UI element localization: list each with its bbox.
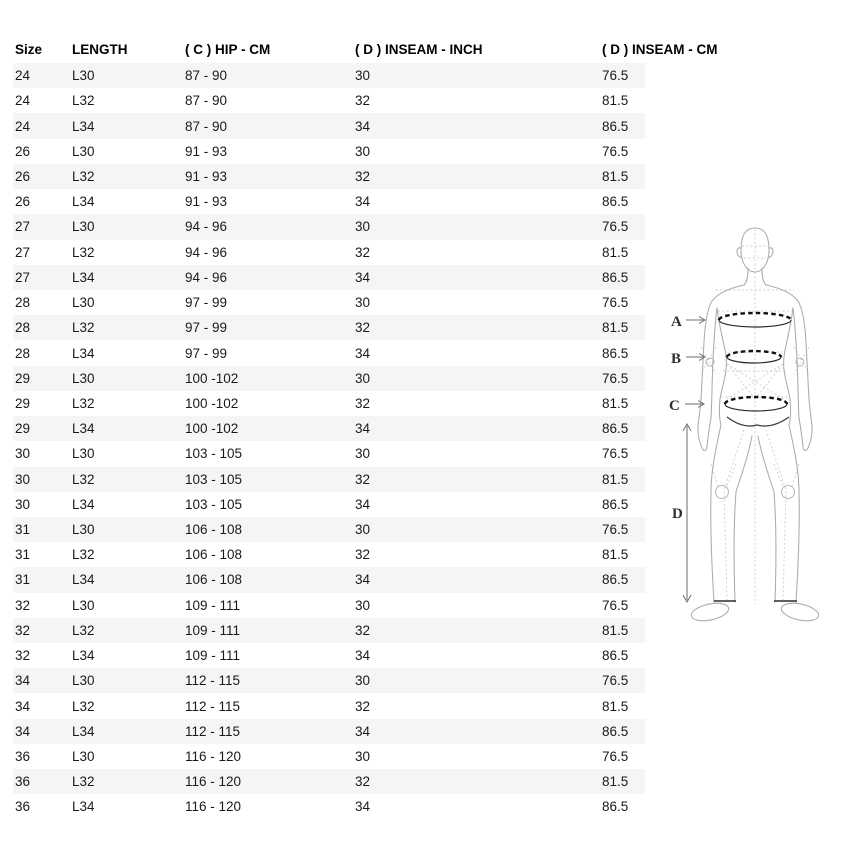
table-header — [13, 36, 718, 63]
cell-hip-cm: 97 - 99 — [185, 345, 228, 361]
cell-length: L34 — [72, 648, 95, 664]
cell-inseam-inch: 34 — [355, 799, 371, 815]
cell-inseam-inch: 34 — [355, 572, 371, 588]
cell-size: 34 — [15, 698, 31, 714]
cell-size: 32 — [15, 597, 31, 613]
cell-hip-cm: 94 - 96 — [185, 269, 228, 285]
table-row — [13, 113, 645, 138]
cell-inseam-cm: 86.5 — [602, 648, 629, 664]
table-row — [13, 618, 645, 643]
cell-hip-cm: 106 - 108 — [185, 522, 243, 538]
cell-inseam-inch: 34 — [355, 118, 371, 134]
size-chart-table — [13, 36, 718, 820]
cell-inseam-cm: 86.5 — [602, 421, 629, 437]
cell-inseam-cm: 76.5 — [602, 143, 629, 159]
cell-inseam-cm: 86.5 — [602, 345, 629, 361]
column-header-size: Size — [15, 42, 43, 57]
cell-hip-cm: 116 - 120 — [185, 774, 242, 790]
cell-hip-cm: 87 - 90 — [185, 93, 228, 109]
cell-hip-cm: 106 - 108 — [185, 572, 243, 588]
cell-hip-cm: 103 - 105 — [185, 471, 243, 487]
table-row — [13, 139, 645, 164]
cell-length: L30 — [72, 370, 95, 386]
cell-inseam-inch: 30 — [355, 673, 371, 689]
cell-hip-cm: 103 - 105 — [185, 496, 243, 512]
cell-inseam-inch: 32 — [355, 622, 371, 638]
cell-hip-cm: 91 - 93 — [185, 143, 228, 159]
cell-inseam-inch: 30 — [355, 370, 371, 386]
cell-size: 34 — [15, 723, 31, 739]
cell-inseam-inch: 30 — [355, 522, 371, 538]
cell-length: L32 — [72, 471, 95, 487]
cell-hip-cm: 100 -102 — [185, 395, 239, 411]
cell-size: 31 — [15, 547, 31, 563]
cell-inseam-cm: 86.5 — [602, 496, 629, 512]
cell-size: 30 — [15, 446, 31, 462]
right-knee-joint — [782, 486, 795, 499]
cell-inseam-inch: 34 — [355, 269, 371, 285]
cell-length: L34 — [72, 194, 95, 210]
cell-hip-cm: 100 -102 — [185, 421, 239, 437]
cell-inseam-inch: 32 — [355, 395, 371, 411]
mannequin-figure-illustration — [660, 218, 850, 660]
cell-length: L34 — [72, 799, 95, 815]
cell-size: 28 — [15, 295, 31, 311]
cell-hip-cm: 103 - 105 — [185, 446, 243, 462]
waist-ellipse-top-dashed — [727, 351, 781, 357]
table-body — [13, 63, 645, 820]
cell-size: 27 — [15, 244, 31, 260]
cell-length: L34 — [72, 572, 95, 588]
cell-inseam-inch: 30 — [355, 597, 371, 613]
table-row — [13, 769, 645, 794]
cell-length: L34 — [72, 118, 95, 134]
cell-length: L34 — [72, 345, 95, 361]
cell-size: 34 — [15, 673, 31, 689]
hip-ellipse-bottom — [725, 404, 787, 411]
cell-hip-cm: 91 - 93 — [185, 168, 228, 184]
cell-hip-cm: 94 - 96 — [185, 244, 228, 260]
cell-length: L30 — [72, 219, 95, 235]
measurement-labels — [669, 314, 705, 602]
table-row — [13, 593, 645, 618]
cell-inseam-cm: 86.5 — [602, 572, 629, 588]
cell-inseam-inch: 32 — [355, 774, 371, 790]
cell-size: 32 — [15, 622, 31, 638]
table-row — [13, 265, 645, 290]
cell-hip-cm: 116 - 120 — [185, 749, 242, 765]
cell-inseam-inch: 32 — [355, 471, 371, 487]
cell-inseam-cm: 76.5 — [602, 219, 629, 235]
table-row — [13, 391, 645, 416]
cell-inseam-cm: 81.5 — [602, 395, 629, 411]
cell-inseam-cm: 86.5 — [602, 799, 629, 815]
table-row — [13, 441, 645, 466]
cell-size: 30 — [15, 496, 31, 512]
cell-inseam-cm: 76.5 — [602, 597, 629, 613]
neck-left — [744, 268, 748, 285]
left-leg-inner — [734, 436, 752, 602]
table-row — [13, 315, 645, 340]
cell-inseam-inch: 30 — [355, 749, 371, 765]
column-header-length: LENGTH — [72, 42, 128, 57]
cell-hip-cm: 112 - 115 — [185, 698, 241, 714]
cell-hip-cm: 97 - 99 — [185, 295, 228, 311]
cell-size: 26 — [15, 168, 31, 184]
right-foot — [780, 600, 820, 624]
cell-inseam-cm: 76.5 — [602, 370, 629, 386]
cell-inseam-cm: 81.5 — [602, 320, 629, 336]
cell-inseam-inch: 34 — [355, 194, 371, 210]
cell-length: L34 — [72, 496, 95, 512]
cell-hip-cm: 97 - 99 — [185, 320, 228, 336]
cell-size: 29 — [15, 395, 31, 411]
cell-length: L32 — [72, 622, 95, 638]
cell-size: 26 — [15, 143, 31, 159]
table-row — [13, 366, 645, 391]
cell-inseam-cm: 76.5 — [602, 68, 629, 84]
table-row — [13, 467, 645, 492]
cell-hip-cm: 112 - 115 — [185, 673, 241, 689]
table-row — [13, 719, 645, 744]
cell-length: L32 — [72, 698, 95, 714]
right-leg-outer — [789, 425, 799, 602]
neck-right — [762, 268, 766, 285]
cell-hip-cm: 116 - 120 — [185, 799, 242, 815]
cell-inseam-cm: 86.5 — [602, 723, 629, 739]
label-a: A — [671, 314, 682, 330]
table-row — [13, 214, 645, 239]
label-c: C — [669, 398, 680, 414]
table-row — [13, 668, 645, 693]
cell-length: L30 — [72, 446, 95, 462]
cell-inseam-inch: 30 — [355, 446, 371, 462]
cell-size: 36 — [15, 774, 31, 790]
table-row — [13, 517, 645, 542]
cell-inseam-cm: 76.5 — [602, 295, 629, 311]
cell-length: L30 — [72, 143, 95, 159]
cell-inseam-cm: 76.5 — [602, 673, 629, 689]
cell-length: L34 — [72, 421, 95, 437]
cell-length: L30 — [72, 749, 95, 765]
cell-hip-cm: 91 - 93 — [185, 194, 228, 210]
cell-hip-cm: 109 - 111 — [185, 648, 241, 664]
cell-inseam-cm: 81.5 — [602, 168, 629, 184]
cell-inseam-inch: 32 — [355, 168, 371, 184]
cell-size: 31 — [15, 572, 31, 588]
cell-size: 29 — [15, 370, 31, 386]
cell-inseam-inch: 34 — [355, 648, 371, 664]
hip-ellipse-top-dashed — [725, 397, 787, 404]
cell-inseam-cm: 86.5 — [602, 194, 629, 210]
cell-inseam-inch: 34 — [355, 345, 371, 361]
cell-inseam-inch: 30 — [355, 68, 371, 84]
column-header-inseam-cm: ( D ) INSEAM - CM — [602, 42, 718, 57]
table-row — [13, 189, 645, 214]
cell-size: 36 — [15, 799, 31, 815]
cell-inseam-cm: 81.5 — [602, 93, 629, 109]
cell-inseam-inch: 32 — [355, 698, 371, 714]
cell-inseam-inch: 32 — [355, 244, 371, 260]
cell-inseam-cm: 76.5 — [602, 522, 629, 538]
dotted-guide-lines — [701, 229, 809, 604]
table-row — [13, 290, 645, 315]
table-row — [13, 416, 645, 441]
cell-inseam-inch: 30 — [355, 219, 371, 235]
cell-inseam-inch: 32 — [355, 547, 371, 563]
table-row — [13, 340, 645, 365]
cell-hip-cm: 109 - 111 — [185, 622, 241, 638]
right-leg-inner — [758, 436, 776, 602]
label-d: D — [672, 506, 683, 522]
table-row — [13, 794, 645, 819]
cell-inseam-cm: 81.5 — [602, 244, 629, 260]
cell-size: 32 — [15, 648, 31, 664]
cell-length: L34 — [72, 269, 95, 285]
cell-hip-cm: 100 -102 — [185, 370, 239, 386]
left-knee-joint — [716, 486, 729, 499]
cell-inseam-cm: 76.5 — [602, 446, 629, 462]
cell-size: 29 — [15, 421, 31, 437]
cell-length: L32 — [72, 547, 95, 563]
cell-size: 26 — [15, 194, 31, 210]
cell-size: 36 — [15, 749, 31, 765]
cell-inseam-inch: 34 — [355, 723, 371, 739]
cell-inseam-cm: 81.5 — [602, 698, 629, 714]
cell-inseam-inch: 30 — [355, 295, 371, 311]
cell-inseam-inch: 32 — [355, 93, 371, 109]
column-header-inseam-inch: ( D ) INSEAM - INCH — [355, 42, 483, 57]
cell-hip-cm: 87 - 90 — [185, 118, 228, 134]
table-row — [13, 164, 645, 189]
cell-inseam-cm: 86.5 — [602, 269, 629, 285]
table-row — [13, 744, 645, 769]
cell-length: L32 — [72, 244, 95, 260]
cell-size: 30 — [15, 471, 31, 487]
table-row — [13, 542, 645, 567]
table-row — [13, 492, 645, 517]
cell-inseam-cm: 81.5 — [602, 471, 629, 487]
cell-size: 28 — [15, 320, 31, 336]
cell-hip-cm: 87 - 90 — [185, 68, 228, 84]
cell-length: L32 — [72, 395, 95, 411]
cell-inseam-cm: 76.5 — [602, 749, 629, 765]
cell-size: 28 — [15, 345, 31, 361]
cell-length: L30 — [72, 522, 95, 538]
cell-size: 31 — [15, 522, 31, 538]
cell-size: 24 — [15, 68, 31, 84]
left-leg-outer — [711, 425, 721, 602]
cell-hip-cm: 109 - 111 — [185, 597, 241, 613]
cell-length: L32 — [72, 320, 95, 336]
table-row — [13, 240, 645, 265]
cell-length: L30 — [72, 68, 95, 84]
cell-length: L32 — [72, 774, 95, 790]
label-b: B — [671, 351, 682, 367]
cell-length: L34 — [72, 723, 95, 739]
cell-length: L30 — [72, 295, 95, 311]
cell-hip-cm: 106 - 108 — [185, 547, 243, 563]
body-measurement-diagram — [660, 218, 850, 660]
torso-left — [717, 308, 726, 425]
cell-hip-cm: 94 - 96 — [185, 219, 228, 235]
table-row — [13, 63, 645, 88]
cell-inseam-cm: 81.5 — [602, 622, 629, 638]
waist-ellipse-bottom — [727, 357, 781, 363]
cell-size: 24 — [15, 93, 31, 109]
cell-inseam-cm: 81.5 — [602, 547, 629, 563]
cell-inseam-cm: 86.5 — [602, 118, 629, 134]
column-header-hip-cm: ( C ) HIP - CM — [185, 42, 271, 57]
cell-length: L30 — [72, 673, 95, 689]
table-row — [13, 88, 645, 113]
cell-inseam-inch: 34 — [355, 496, 371, 512]
cell-size: 27 — [15, 269, 31, 285]
table-row — [13, 643, 645, 668]
cell-inseam-inch: 30 — [355, 143, 371, 159]
cell-inseam-cm: 81.5 — [602, 774, 629, 790]
cell-inseam-inch: 34 — [355, 421, 371, 437]
table-row — [13, 567, 645, 592]
cell-size: 24 — [15, 118, 31, 134]
table-row — [13, 693, 645, 718]
cell-hip-cm: 112 - 115 — [185, 723, 241, 739]
cell-size: 27 — [15, 219, 31, 235]
left-foot — [690, 600, 730, 624]
torso-right — [784, 308, 793, 425]
briefs-line — [727, 417, 789, 426]
cell-length: L32 — [72, 93, 95, 109]
cell-length: L32 — [72, 168, 95, 184]
cell-inseam-inch: 32 — [355, 320, 371, 336]
cell-length: L30 — [72, 597, 95, 613]
